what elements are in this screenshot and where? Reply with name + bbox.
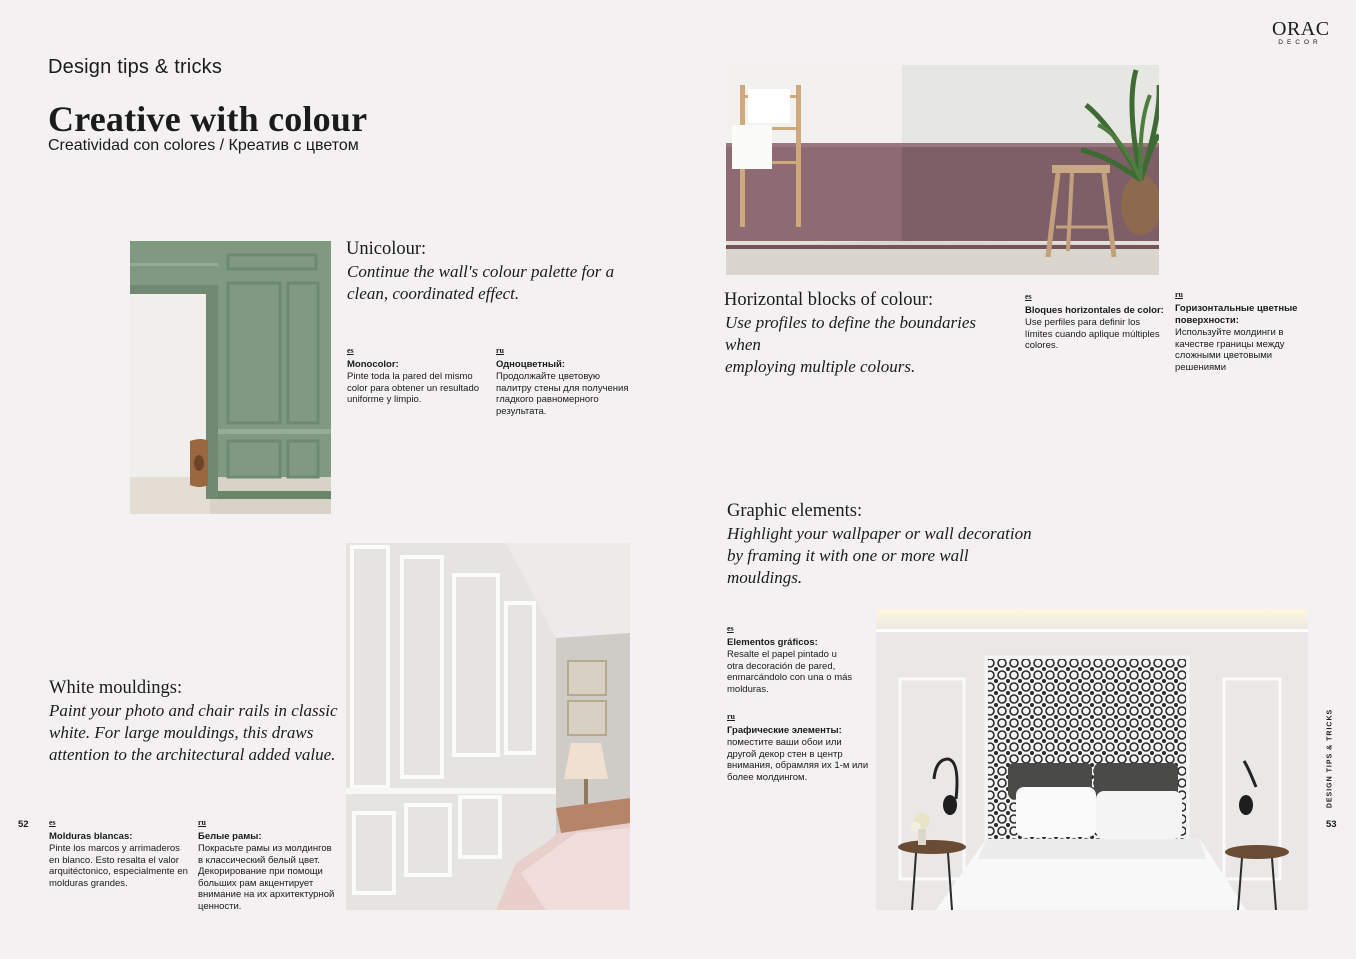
text-line: палитру стены для получения [496, 382, 629, 394]
ru-text [727, 737, 869, 783]
text-line: arquitéctonico, especialmente en [49, 866, 188, 877]
text-line: enmarcándolo con una o más [727, 672, 853, 683]
text-line: en blanco. Esto resalta el valor [49, 854, 179, 866]
text-line: гладкого равномерного [496, 394, 599, 405]
white-es-block [49, 818, 191, 889]
horizontal-ru-block [1175, 290, 1317, 373]
text-line: otra decoración de pared, [727, 660, 836, 672]
es-title: Molduras blancas: [49, 831, 133, 842]
text-line: Pinte toda la pared del mismo [347, 371, 473, 382]
graphic-es-block [727, 624, 869, 695]
page-number-left: 52 [18, 819, 29, 830]
section-label: Design tips & tricks [48, 56, 223, 78]
text-line: внимание на их архитектурной [198, 889, 335, 900]
photo-unicolour-wall [130, 241, 331, 514]
es-title: Elementos gráficos: [727, 637, 818, 648]
horizontal-line: Use profiles to define the boundaries when [725, 313, 977, 354]
text-line: Use perfiles para definir los [1025, 317, 1141, 328]
lang-tag-ru: ru [198, 818, 206, 827]
es-text [727, 649, 869, 695]
horizontal-blocks-description [725, 312, 1015, 378]
text-line: сложными цветовыми [1175, 350, 1273, 361]
page-subtitle: Creatividad con colores / Креатив с цветом [48, 137, 359, 154]
text-line: более молдингом. [727, 771, 808, 783]
horizontal-blocks-heading: Horizontal blocks of colour: [724, 290, 934, 310]
text-line: molduras. [727, 683, 769, 695]
white-line: Paint your photo and chair rails in classic [49, 701, 338, 720]
es-text [1025, 317, 1167, 352]
text-line: Декорирование при помощи [198, 866, 323, 877]
es-title: Monocolor: [347, 359, 399, 370]
text-line: Используйте молдинги в [1175, 327, 1284, 338]
lang-tag-es: es [49, 818, 56, 827]
text-line: поместите ваши обои или [727, 737, 842, 748]
lang-tag-ru: ru [1175, 290, 1183, 299]
text-line: результата. [496, 405, 547, 417]
unicolour-heading: Unicolour: [346, 239, 427, 259]
lang-tag-ru: ru [496, 346, 504, 355]
photo-graphic-elements-bedroom [876, 609, 1308, 910]
ru-text [496, 371, 636, 417]
photo-horizontal-blocks [726, 65, 1159, 275]
page-title: Creative with colour [48, 99, 368, 139]
horizontal-es-block [1025, 292, 1167, 352]
unicolour-ru-block [496, 346, 636, 417]
ru-title [1175, 303, 1317, 327]
horizontal-blocks-illustration [726, 65, 1159, 275]
side-section-label: DESIGN TIPS & TRICKS [1326, 708, 1334, 809]
unicolour-es-block [347, 346, 487, 406]
page-number-right: 53 [1326, 819, 1337, 830]
text-line: Покрасьте рамы из молдингов [198, 843, 332, 854]
text-line: другой декор стен в центр [727, 748, 843, 760]
es-text [49, 843, 191, 889]
graphic-line: mouldings. [727, 568, 803, 587]
lang-tag-es: es [347, 346, 354, 355]
orac-decor-logo [1272, 18, 1328, 46]
text-line: Resalte el papel pintado u [727, 649, 837, 660]
text-line: uniforme y limpio. [347, 394, 422, 405]
ru-text [198, 843, 340, 912]
text-line: решениями [1175, 361, 1227, 373]
text-line: color para obtener un resultado [347, 382, 480, 394]
ru-text [1175, 327, 1317, 373]
logo-wordmark: ORAC [1272, 18, 1330, 40]
graphic-elements-description [727, 523, 1037, 589]
photo-white-mouldings [346, 543, 630, 910]
text-line: больших рам акцентирует [198, 877, 314, 889]
sage-wall-illustration [130, 241, 331, 514]
lang-tag-es: es [727, 624, 734, 633]
text-line: límites cuando aplique múltiples [1025, 328, 1160, 340]
lang-tag-es: es [1025, 292, 1032, 301]
lang-tag-ru: ru [727, 712, 735, 721]
text-line: Горизонтальные цветные [1175, 303, 1298, 314]
text-line: Продолжайте цветовую [496, 371, 601, 382]
ru-title: Одноцветный: [496, 359, 565, 370]
text-line: в классический белый цвет. [198, 854, 320, 866]
unicolour-description [347, 261, 627, 305]
text-line: molduras grandes. [49, 877, 128, 889]
white-mouldings-heading: White mouldings: [49, 678, 183, 698]
white-ru-block [198, 818, 340, 912]
graphic-line: by framing it with one or more wall [727, 546, 969, 565]
text-line: Pinte los marcos y arrimaderos [49, 843, 180, 854]
graphic-elements-heading: Graphic elements: [727, 501, 863, 521]
unicolour-line: Continue the wall's colour palette for a [347, 262, 615, 281]
es-text [347, 371, 487, 406]
white-mouldings-illustration [346, 543, 630, 910]
ru-title: Графические элементы: [727, 725, 842, 736]
white-line: attention to the architectural added value. [49, 745, 336, 764]
white-line: white. For large mouldings, this draws [49, 723, 314, 742]
bedroom-illustration [876, 609, 1308, 910]
ru-title: Белые рамы: [198, 831, 262, 842]
text-line: качестве границы между [1175, 338, 1285, 350]
es-title: Bloques horizontales de color: [1025, 305, 1164, 316]
text-line: ценности. [198, 900, 242, 912]
text-line: внимания, обрамляя их 1-м или [727, 760, 869, 771]
logo-subtext: DECOR [1278, 39, 1322, 46]
text-line: colores. [1025, 340, 1059, 351]
graphic-line: Highlight your wallpaper or wall decoration [727, 524, 1032, 543]
horizontal-line: employing multiple colours. [725, 357, 916, 376]
unicolour-line: clean, coordinated effect. [347, 284, 520, 303]
graphic-ru-block [727, 712, 869, 783]
text-line: поверхности: [1175, 315, 1239, 326]
white-mouldings-description [49, 700, 341, 766]
